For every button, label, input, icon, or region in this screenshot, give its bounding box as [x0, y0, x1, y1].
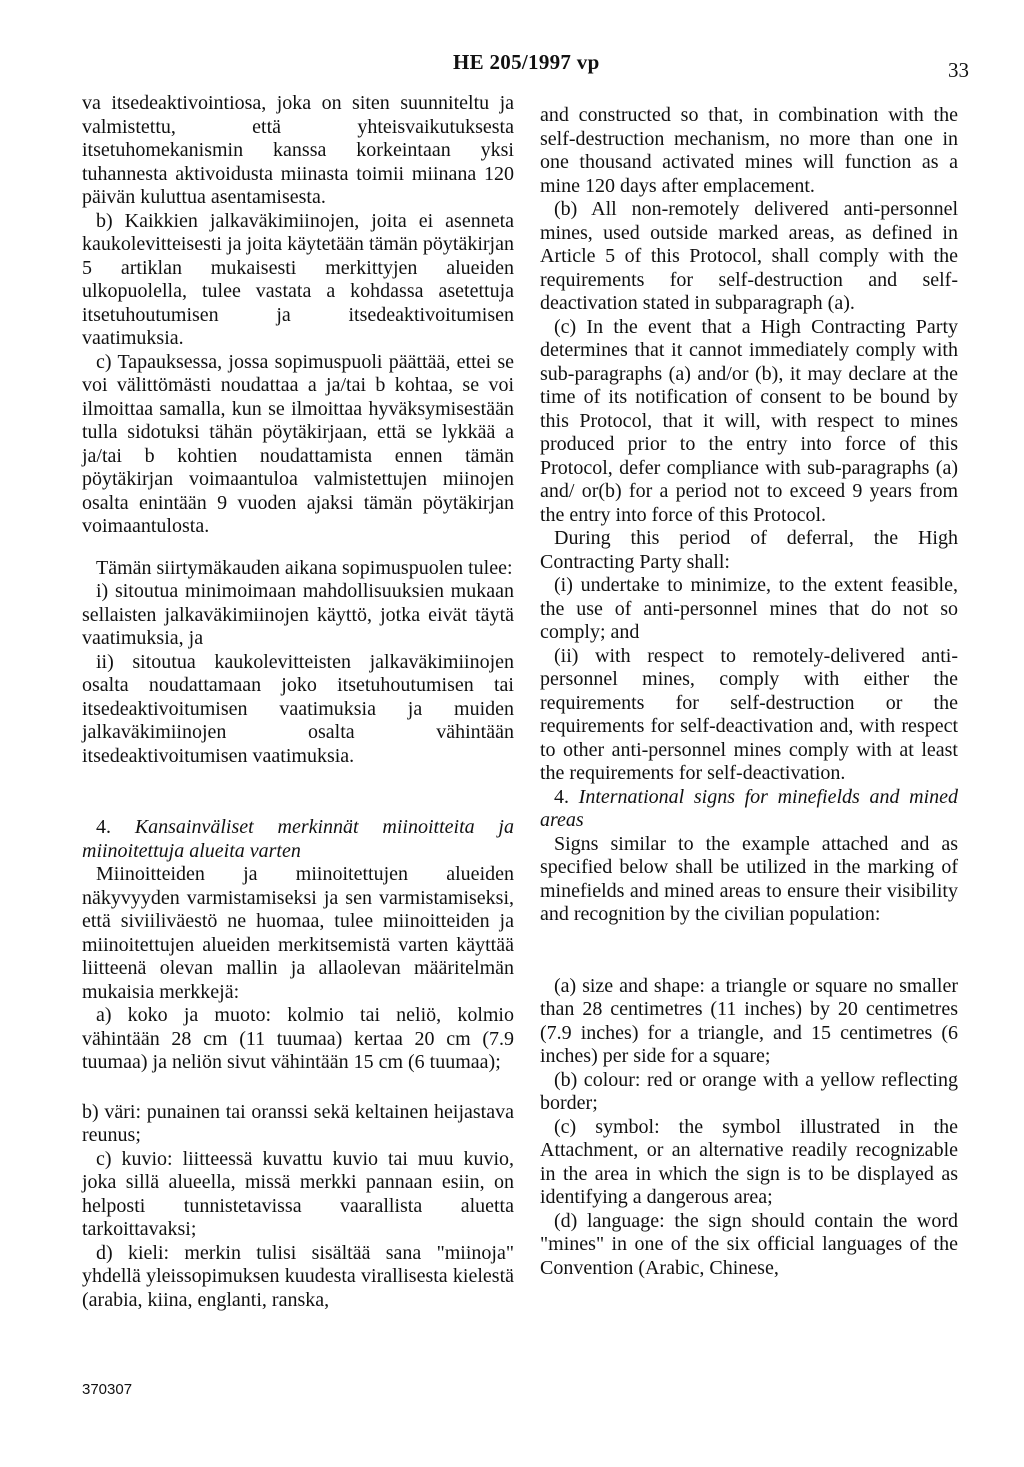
section-number: 4.: [554, 785, 569, 808]
section-heading: [82, 816, 514, 863]
section-title: Kansainväliset merkinnät miinoitteita ja miinoitettuja alueita varten: [82, 816, 514, 862]
paragraph: During this period of deferral, the High Contracting Party shall:: [540, 527, 958, 573]
running-head: HE 205/1997 vp: [453, 50, 600, 74]
paragraph: (c) In the event that a High Contracting Party determines that it cannot immediately comply with sub-paragraphs (a) and/or (b), it may declare at the time of its notification of consent to be bound by this Protocol, that it will, with respect to mines produced prior to the entry into force of this Protocol, defer compliance with sub-paragraphs (a) and/ or(b) for a period not to exceed 9 years from the entry into force of this Protocol.: [540, 315, 958, 526]
paragraph: (i) undertake to minimize, to the extent feasible, the use of anti-personnel mines that do not so comply; and: [540, 574, 958, 643]
paragraph: Signs similar to the example attached and as specified below shall be utilized in the marking of minefields and mined areas to ensure their visibility and recognition by the civilian population:: [540, 832, 958, 925]
section-title: International signs for minefields and mined areas: [540, 785, 959, 831]
page-number: 33: [948, 58, 969, 82]
paragraph: d) kieli: merkin tulisi sisältää sana "miinoja" yhdellä yleissopimuksen kuudesta virallisesta kielestä (arabia, kiina, englanti, ranska,: [82, 1241, 514, 1311]
finnish-column: [82, 92, 514, 1312]
paragraph: a) koko ja muoto: kolmio tai neliö, kolmio vähintään 28 cm (11 tuumaa) kertaa 20 cm (7.9 tuumaa) ja neliön sivut vähintään 15 cm (6 tuumaa);: [82, 1004, 514, 1073]
paragraph: (b) colour: red or orange with a yellow reflecting border;: [540, 1068, 958, 1114]
paragraph: ii) sitoutua kaukolevitteisten jalkaväkimiinojen osalta noudattamaan joko itsetuhoutumisen tai itsedeaktivoitumisen vaatimuksia ja muiden jalkaväkimiinojen osalta vähintään itsedeaktivoitumisen vaatimuksia.: [82, 650, 514, 767]
paragraph: b) väri: punainen tai oranssi sekä keltainen heijastava reunus;: [82, 1100, 514, 1146]
paragraph: (c) symbol: the symbol illustrated in the Attachment, or an alternative readily recognizable in the area in which the sign is to be displayed as identifying a dangerous area;: [540, 1115, 958, 1208]
paragraph: c) Tapauksessa, jossa sopimuspuoli päättää, ettei se voi välittömästi noudattaa a ja/tai b kohtaa, se voi ilmoittaa samalla, kun se ilmoittaa hyväksymisestään tulla sidotuksi tähän pöytäkirjaan, että se lykkää a ja/tai b kohtien noudattamista ennen tämän pöytäkirjan voimaantuloa valmistettujen miinojen osalta enintään 9 vuoden ajaksi tämän pöytäkirjan voimaantulosta.: [82, 350, 514, 537]
paragraph: i) sitoutua minimoimaan mahdollisuuksien mukaan sellaisten jalkaväkimiinojen käyttö, jotka eivät täytä vaatimuksia, ja: [82, 580, 514, 649]
paragraph: and constructed so that, in combination with the self-destruction mechanism, no more than one in one thousand activated mines will function as a mine 120 days after emplacement.: [540, 104, 958, 197]
paragraph: (b) All non-remotely delivered anti-personnel mines, used outside marked areas, as defined in Article 5 of this Protocol, shall comply with the requirements for self-destruction and self-deactivation stated in subparagraph (a).: [540, 198, 958, 314]
paragraph: (d) language: the sign should contain the word "mines" in one of the six official languages of the Convention (Arabic, Chinese,: [540, 1209, 958, 1279]
paragraph: Miinoitteiden ja miinoitettujen alueiden näkyvyyden varmistamiseksi ja sen varmistamiseksi, että siviiliväestö ne huomaa, tulee miinoitteiden ja miinoitettujen alueiden merkitsemistä varten käyttää liitteenä olevan mallin ja allaolevan määritelmän mukaisia merkkejä:: [82, 863, 514, 1003]
document-code: 370307: [82, 1381, 133, 1398]
paragraph: Tämän siirtymäkauden aikana sopimuspuolen tulee:: [96, 556, 513, 579]
section-heading: [540, 786, 958, 833]
paragraph: b) Kaikkien jalkaväkimiinojen, joita ei asenneta kaukolevitteisesti ja joita käytetään tämän pöytäkirjan 5 artiklan mukaisesti merkittyjen alueiden ulkopuolella, tulee vastata a kohdassa asetettuja itsetuhoutumisen ja itsedeaktivoitumisen vaatimuksia.: [82, 209, 514, 349]
paragraph: (a) size and shape: a triangle or square no smaller than 28 centimetres (11 inches) by 20 centimetres (7.9 inches) for a triangle, and 15 centimetres (6 inches) per side for a square;: [540, 974, 958, 1067]
paragraph: (ii) with respect to remotely-delivered anti-personnel mines, comply with either the requirements for self-destruction or the requirements for self-deactivation and, with respect to other anti-personnel mines comply with at least the requirements for self-deactivation.: [540, 644, 958, 784]
paragraph: c) kuvio: liitteessä kuvattu kuvio tai muu kuvio, joka sillä alueella, missä merkki pannaan esiin, on helposti tunnistetavissa vaarallista aluetta tarkoittavaksi;: [82, 1147, 514, 1240]
english-column: [540, 104, 958, 1280]
paragraph: va itsedeaktivointiosa, joka on siten suunniteltu ja valmistettu, että yhteisvaikutuksesta itsetuhomekanismin kanssa korkeintaan yksi tuhannesta aktivoidusta miinasta toimii miinana 120 päivän kuluttua asentamisesta.: [82, 92, 514, 208]
section-number: 4.: [96, 816, 111, 838]
page-header: [0, 50, 1024, 84]
